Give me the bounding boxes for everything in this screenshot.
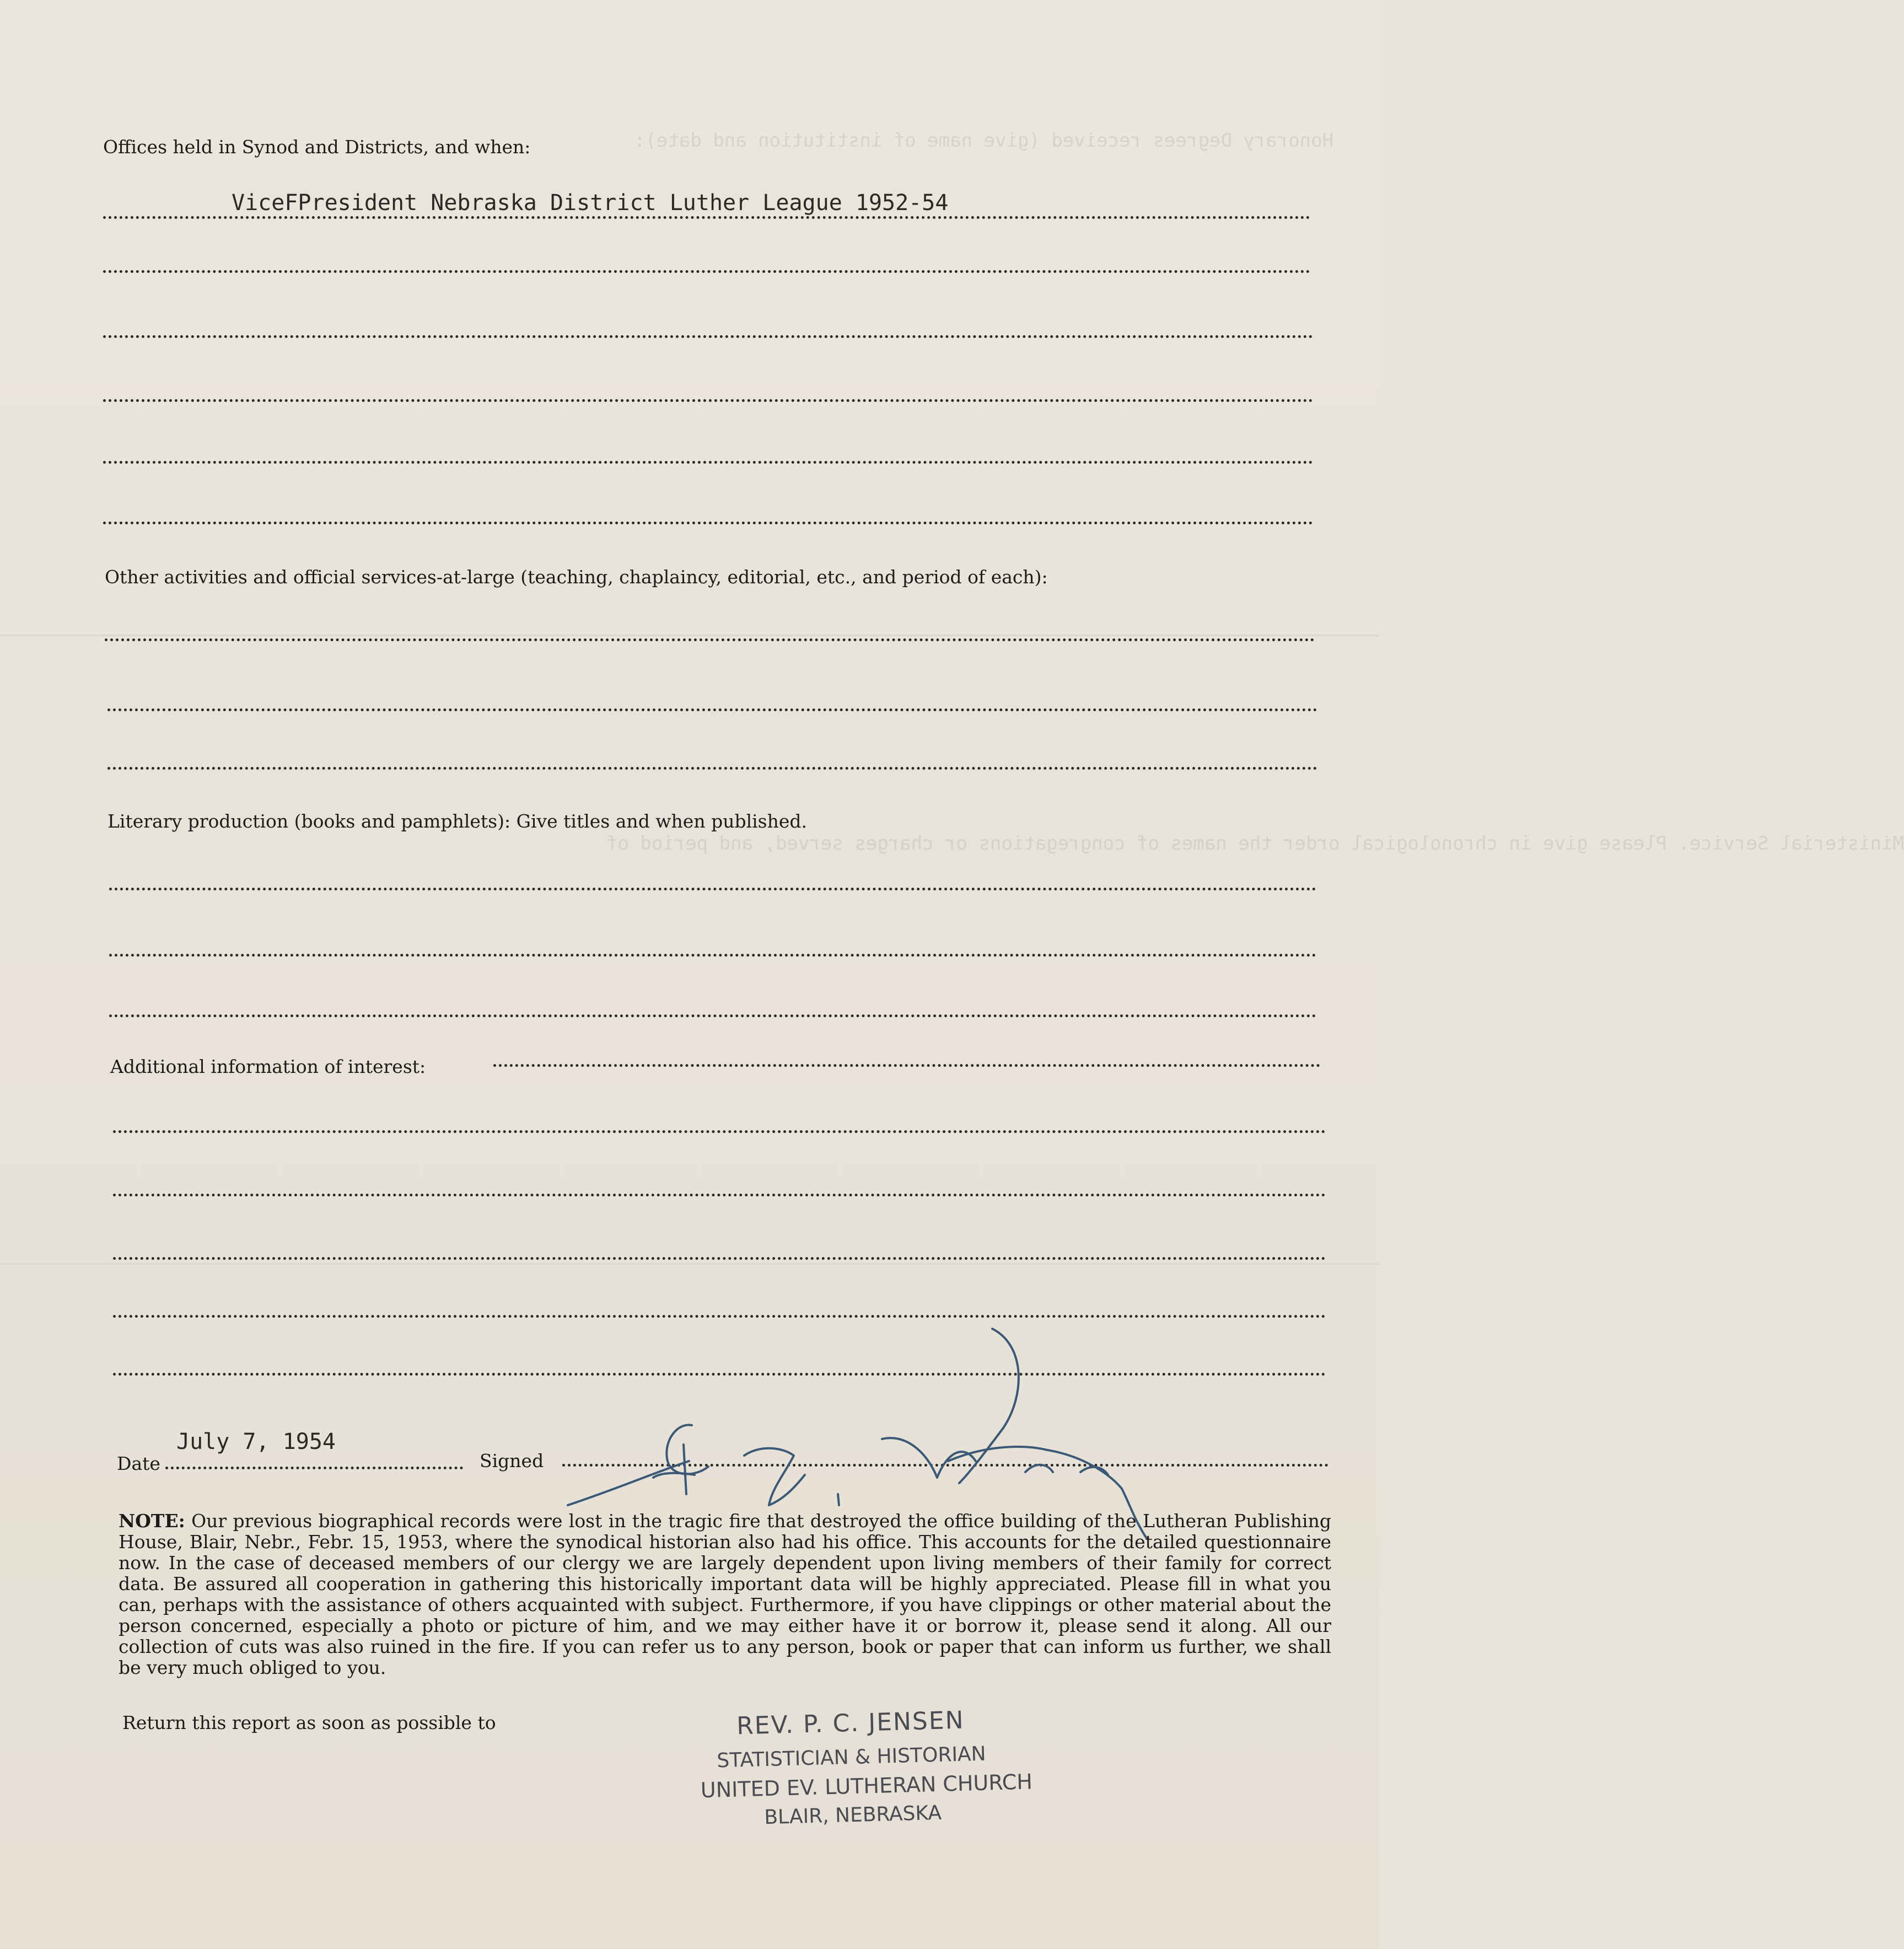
stamp-line-title: STATISTICIAN & HISTORIAN [716,1742,987,1773]
offices-line [103,399,1313,402]
other-activities-line [107,767,1317,770]
signed-label: Signed [480,1450,544,1472]
additional-line [113,1130,1326,1133]
bleed-through-text: Ministerial Service. Please give in chronological order the names of congregations or charges served, and period of [606,833,1904,855]
return-label: Return this report as soon as possible to [122,1712,496,1733]
offices-line [103,216,1310,219]
date-value[interactable]: July 7, 1954 [176,1429,336,1454]
offices-value[interactable]: ViceFPresident Nebraska District Luther League 1952-54 [232,190,949,216]
note-paragraph [119,1511,1331,1678]
date-line [165,1467,463,1469]
date-label: Date [117,1453,160,1474]
stamp-line-city: BLAIR, NEBRASKA [763,1801,942,1829]
additional-line [113,1194,1326,1196]
signature-image [551,1307,1213,1544]
additional-label: Additional information of interest: [110,1056,426,1077]
note-heading: NOTE: [119,1510,185,1532]
additional-line [493,1064,1320,1067]
bleed-through-text: Honorary Degrees received (give name of institution and date): [634,130,1334,152]
stamp-line-church: UNITED EV. LUTHERAN CHURCH [700,1769,1033,1803]
offices-line [103,461,1313,464]
paper-fold [0,634,1379,637]
other-activities-line [107,708,1317,711]
paper-fold [0,1263,1379,1266]
offices-line [103,270,1310,273]
literary-line [109,1014,1316,1017]
note-text: Our previous biographical records were lost in the tragic fire that destroyed the office building of the Lutheran Publishing House, Blair, Nebr., Febr. 15, 1953, where the synodical historian also had his office. This accounts for the detailed questionnaire now. In the case of deceased members of our clergy we are largely dependent upon living members of their family for correct data. Be assured all cooperation in gathering this historically important data will be highly appreciated. Please fill in what you can, perhaps with the assistance of others acquainted with subject. Furthermore, if you have clippings or other material about the person concerned, especially a photo or picture of him, and we may either have it or borrow it, please send it along. All our collection of cuts was also ruined in the fire. If you can refer us to any person, book or paper that can inform us further, we shall be very much obliged to you. [119,1510,1331,1678]
stamp-line-name: REV. P. C. JENSEN [736,1706,965,1741]
literary-label: Literary production (books and pamphlets): Give titles and when published. [107,810,808,832]
offices-line [103,335,1313,338]
return-address-stamp [698,1705,1033,1830]
other-activities-line [105,638,1315,641]
other-activities-label: Other activities and official services-at-large (teaching, chaplaincy, editorial, etc., and period of each): [105,566,1048,588]
offices-line [103,522,1313,524]
literary-line [109,954,1316,957]
literary-line [109,888,1316,890]
offices-label: Offices held in Synod and Districts, and when: [103,136,531,158]
additional-line [113,1257,1326,1260]
